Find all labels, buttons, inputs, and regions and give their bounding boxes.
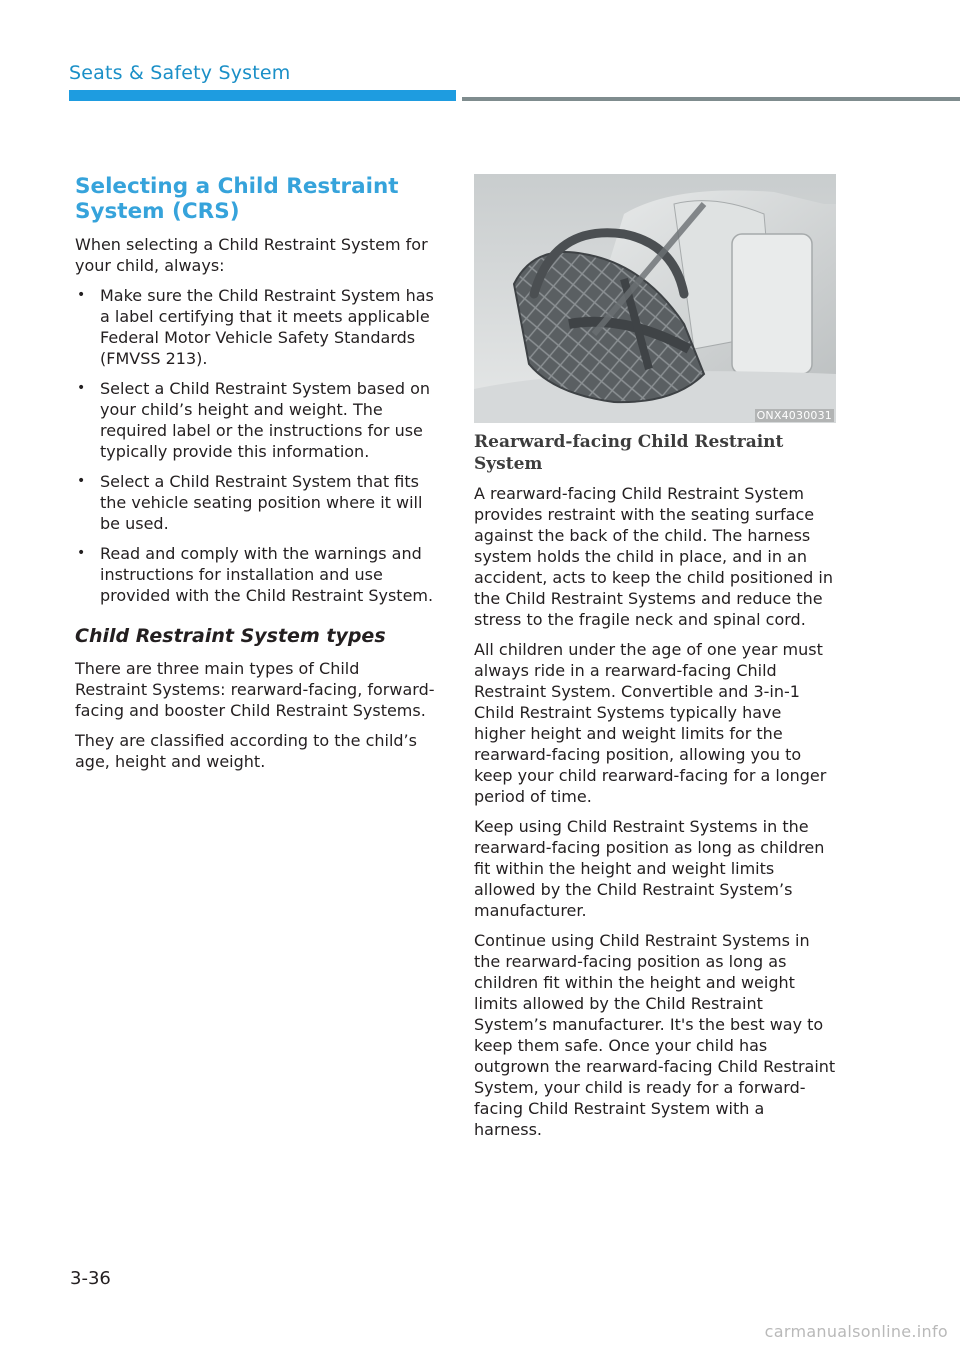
list-item: • Select a Child Restraint System that fits the vehicle seating position where it will be used. [77, 472, 423, 533]
body-paragraph: There are three main types of Child Restraint Systems: rearward-facing, forward-facing and booster Child Restraint Systems. [75, 659, 435, 720]
body-paragraph: A rearward-facing Child Restraint System provides restraint with the seating surface against the back of the child. The harness system holds the child in place, and in an accident, acts to keep the child positioned in the Child Restraint Systems and reduce the stress to the fragile neck and spinal cord. [474, 484, 833, 629]
header-rule [462, 97, 960, 101]
section-heading: Selecting a Child Restraint System (CRS) [75, 174, 399, 224]
body-paragraph: Continue using Child Restraint Systems in the rearward-facing position as long as children fit within the height and weight limits allowed by the Child Restraint System’s manufacturer. It's the best way to keep them safe. Once your child has outgrown the rearward-facing Child Restraint System, your child is ready for a forward-facing Child Restraint System with a harness. [474, 931, 836, 1139]
page-number: 3-36 [70, 1268, 111, 1289]
bullet-icon: • [77, 287, 86, 303]
left-column [75, 174, 435, 781]
body-paragraph: Keep using Child Restraint Systems in the rearward-facing position as long as children fit within the height and weight limits allowed by the Child Restraint System’s manufacturer. [474, 817, 825, 920]
header-rule-accent [69, 90, 456, 101]
figure-code: ONX4030031 [756, 409, 832, 422]
section-header-title: Seats & Safety System [69, 62, 291, 84]
child-seat-illustration [474, 174, 836, 423]
site-watermark: carmanualsonline.info [764, 1322, 948, 1341]
right-column [474, 174, 836, 1149]
bullet-icon: • [77, 380, 86, 396]
body-paragraph: They are classified according to the child’s age, height and weight. [75, 731, 417, 771]
list-item: • Select a Child Restraint System based on your child’s height and weight. The required label or the instructions for use typically provide this information. [77, 379, 431, 461]
bullet-icon: • [77, 473, 86, 489]
rear-seat-drawing [474, 174, 836, 423]
figure-caption: Rearward-facing Child Restraint System [474, 432, 784, 474]
subsection-heading: Child Restraint System types [75, 625, 386, 647]
bullet-icon: • [77, 545, 86, 561]
requirements-list [75, 285, 435, 606]
body-paragraph: All children under the age of one year must always ride in a rearward-facing Child Restraint System. Convertible and 3-in-1 Child Restraint Systems typically have higher height and weight limits for the rearward-facing position, allowing you to keep your child rearward-facing for a longer period of time. [474, 640, 827, 806]
list-item: • Read and comply with the warnings and instructions for installation and use provided with the Child Restraint System. [77, 544, 434, 605]
intro-paragraph: When selecting a Child Restraint System for your child, always: [75, 235, 428, 275]
list-item: • Make sure the Child Restraint System has a label certifying that it meets applicable Federal Motor Vehicle Safety Standards (FMVSS 213). [77, 286, 434, 368]
